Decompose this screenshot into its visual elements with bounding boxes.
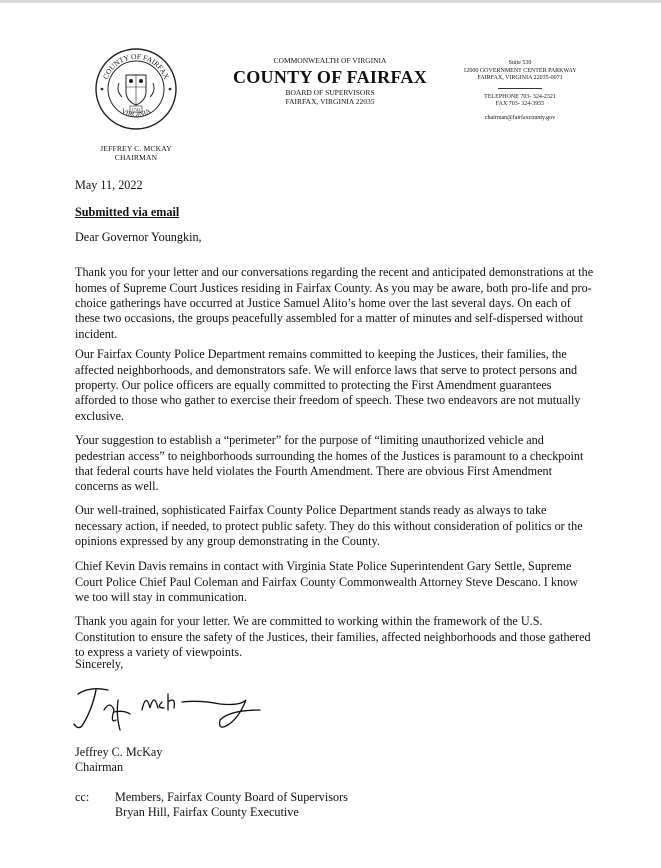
county-seal-icon [94, 47, 178, 131]
commonwealth-line: COMMONWEALTH OF VIRGINIA [273, 56, 387, 65]
divider [498, 88, 542, 89]
letterhead-center [200, 56, 460, 106]
fax-line: FAX 703- 324-3955 [495, 101, 545, 107]
body-paragraph: Thank you again for your letter. We are committed to working within the framework of the U.S. Constitution to ensure the safety of the Justices, their families, affected neighborhoods and those gathered to express a variety of viewpoints. [75, 614, 591, 659]
county-name: COUNTY OF FAIRFAX [232, 67, 428, 87]
signature-icon [70, 680, 270, 740]
city-line: FAIRFAX, VIRGINIA 22035 [285, 97, 375, 106]
body-paragraph: Thank you for your letter and our conversations regarding the recent and anticipated demonstrations at the homes of Supreme Court Justices residing in Fairfax County. As you may be aware, both pro-life and pro-choice gatherings have occurred at Justice Samuel Alito’s home over the last several days. On each of these two occasions, the groups peacefully assembled for a matter of minutes and self-dispersed without incident. [75, 265, 594, 341]
cc-recipient: Members, Fairfax County Board of Supervisors [115, 790, 348, 804]
chairman-name: JEFFREY C. MCKAY [100, 144, 172, 153]
body-paragraph: Our Fairfax County Police Department remains committed to keeping the Justices, their families, the affected neighborhoods, and demonstrators safe. We will enforce laws that serve to protect persons and property. Our police officers are equally committed to protecting the First Amendment guarantees afforded to those who gather to exercise their freedom of speech. These two endeavors are not mutually exclusive. [75, 347, 581, 423]
letter-date: May 11, 2022 [75, 178, 143, 192]
signer-name: Jeffrey C. McKay [75, 745, 163, 759]
top-border [0, 0, 661, 3]
telephone-line: TELEPHONE 703- 324-2321 [484, 93, 556, 100]
cc-recipient: Bryan Hill, Fairfax County Executive [115, 805, 299, 820]
chairman-title: CHAIRMAN [114, 153, 158, 162]
cc-label: cc: [75, 790, 90, 804]
street-line: 12000 GOVERNMENT CENTER PARKWAY [463, 67, 577, 74]
suite-line: Suite 530 [508, 60, 532, 66]
email-line: chairman@fairfaxcounty.gov [484, 114, 556, 121]
svg-text:1742: 1742 [131, 107, 141, 112]
body-paragraph: Your suggestion to establish a “perimeter” for the purpose of “limiting unauthorized vehicle and pedestrian access” to neighborhoods surrounding the homes of the Justices is paramount to a checkpoint that federal courts have held violates the Fourth Amendment. There are obvious First Amendment concerns as well. [75, 433, 584, 494]
chairman-block [64, 144, 208, 162]
city-zip-line: FAIRFAX, VIRGINIA 22035-0071 [477, 75, 563, 81]
body-paragraph: Chief Kevin Davis remains in contact with Virginia State Police Superintendent Gary Settle, Supreme Court Police Chief Paul Coleman and Fairfax County Commonwealth Attorney Steve Descano. I know we too will stay in communication. [75, 559, 578, 604]
body-paragraph: Our well-trained, sophisticated Fairfax County Police Department stands ready as always to take necessary action, if needed, to protect public safety. They do this without consideration of politics or the opinions expressed by any group demonstrating in the County. [75, 503, 583, 548]
letterhead-contact [440, 60, 600, 122]
svg-text:VIRGINIA: VIRGINIA [119, 106, 153, 119]
signer-block [75, 745, 162, 776]
signer-title: Chairman [75, 760, 124, 775]
salutation: Dear Governor Youngkin, [75, 230, 202, 244]
delivery-method: Submitted via email [75, 205, 180, 219]
closing: Sincerely, [75, 657, 124, 671]
svg-text:COUNTY OF FAIRFAX: COUNTY OF FAIRFAX [100, 51, 172, 81]
board-line: BOARD OF SUPERVISORS [285, 88, 375, 97]
